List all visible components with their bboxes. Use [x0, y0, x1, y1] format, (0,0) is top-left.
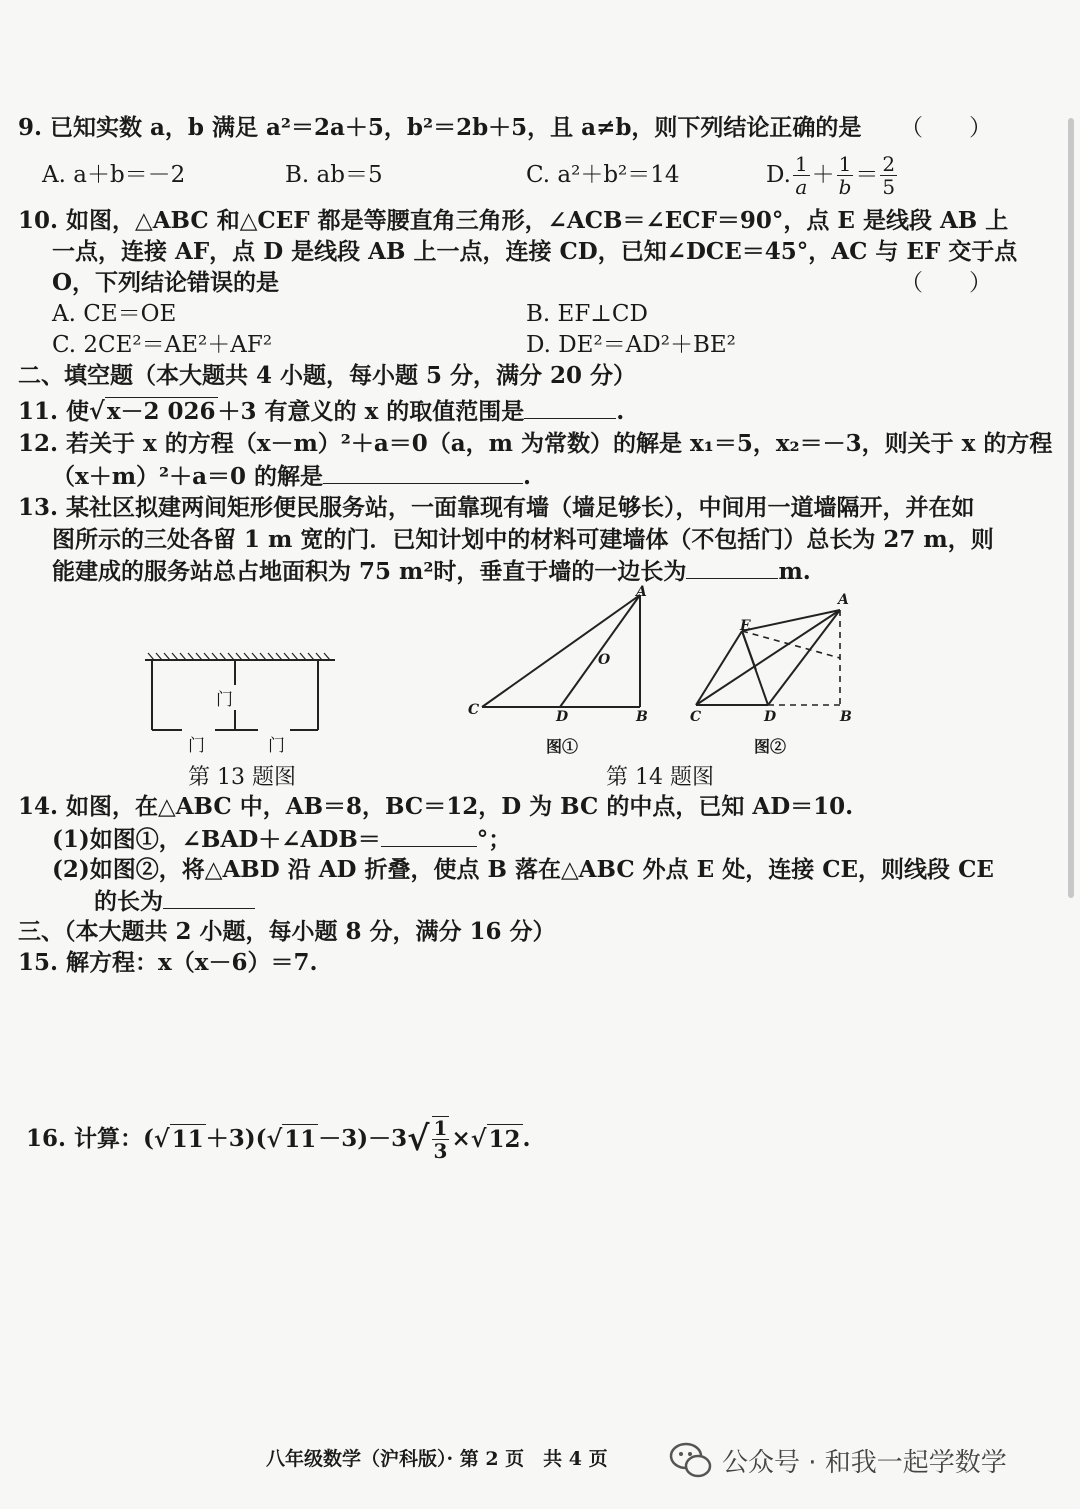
figure-13-diagram — [140, 650, 360, 760]
q10-option-c: C. 2CE²＝AE²＋AF² — [52, 332, 273, 358]
q11: 11. 使√x－2 026＋3 有意义的 x 的取值范围是 . — [18, 396, 625, 425]
q10-line3: O，下列结论错误的是 — [52, 269, 280, 296]
figure-14-2-caption: 图② — [754, 737, 787, 756]
q10-line1: 10. 如图，△ABC 和△CEF 都是等腰直角三角形，∠ACB＝∠ECF＝90°，点 E 是线段 AB 上 — [18, 207, 1009, 234]
label-D-2: D — [764, 709, 777, 725]
page-footer: 八年级数学（沪科版）· 第 2 页 共 4 页 — [266, 1448, 608, 1470]
answer-blank[interactable] — [163, 886, 255, 909]
q9-option-b: B. ab＝5 — [285, 162, 383, 188]
q14-line4: 的长为 — [94, 886, 255, 917]
scrollbar[interactable] — [1068, 118, 1074, 898]
figure-14-1-diagram — [470, 585, 660, 720]
figure-14-1-caption: 图① — [546, 737, 579, 756]
watermark-text: 公众号 · 和我一起学数学 — [722, 1448, 1007, 1478]
answer-blank[interactable] — [686, 556, 778, 579]
label-B-2: B — [840, 709, 852, 725]
q9-option-c: C. a²＋b²＝14 — [526, 162, 680, 188]
fraction: $\frac{1}{b}$ — [838, 151, 852, 199]
answer-blank[interactable] — [381, 824, 477, 847]
figure-13-caption: 第 13 题图 — [188, 765, 296, 790]
fig13-door-middle: 门 — [216, 690, 233, 710]
fraction: $\frac{1}{a}$ — [794, 151, 808, 199]
fig13-door-left: 门 — [188, 736, 205, 756]
q10-option-a: A. CE＝OE — [52, 301, 177, 327]
label-C-2: C — [690, 709, 702, 725]
q10-line2: 一点，连接 AF，点 D 是线段 AB 上一点，连接 CD，已知∠DCE＝45°，AC 与 EF 交于点 — [52, 238, 1018, 265]
label-O: O — [598, 652, 611, 668]
q13-line1: 13. 某社区拟建两间矩形便民服务站，一面靠现有墙（墙足够长），中间用一道墙隔开，并在如 — [18, 494, 975, 521]
q15: 15. 解方程：x（x－6）＝7. — [18, 949, 318, 976]
wechat-icon — [668, 1440, 714, 1480]
q9-option-a: A. a＋b＝－2 — [42, 162, 186, 188]
q10-paren: （ ） — [900, 270, 992, 296]
q13-line3: 能建成的服务站总占地面积为 75 m²时，垂直于墙的一边长为 m. — [52, 558, 811, 585]
q16: 16. 计算：( √ 11 ＋3)( √ 11 －3)－3 √ $\frac{1}{3}$ × √ 12 . — [26, 1116, 531, 1163]
label-E: E — [740, 618, 751, 634]
fig13-door-right: 门 — [268, 736, 285, 756]
q14-line2: (1)如图①，∠BAD＋∠ADB＝ °； — [52, 826, 512, 853]
answer-blank[interactable] — [323, 461, 523, 484]
section-3-heading: 三、（本大题共 2 小题，每小题 8 分，满分 16 分） — [18, 918, 556, 945]
q13-line2: 图所示的三处各留 1 m 宽的门．已知计划中的材料可建墙体（不包括门）总长为 27 m，则 — [52, 526, 994, 553]
answer-blank[interactable] — [524, 396, 616, 419]
label-B: B — [636, 709, 648, 725]
q9-paren: （ ） — [900, 115, 992, 141]
section-2-heading: 二、填空题（本大题共 4 小题，每小题 5 分，满分 20 分） — [18, 362, 637, 389]
q9-option-d: D. $\frac{1}{a}$ ＋ $\frac{1}{b}$ ＝ $\frac{2}{5}$ — [766, 151, 896, 199]
fraction: $\frac{2}{5}$ — [882, 151, 896, 199]
label-D: D — [556, 709, 569, 725]
q12-line1: 12. 若关于 x 的方程（x－m）²＋a＝0（a，m 为常数）的解是 x₁＝5，x₂＝－3，则关于 x 的方程 — [18, 430, 1053, 457]
figure-14-2-diagram — [690, 598, 860, 713]
label-C: C — [468, 702, 480, 718]
label-A: A — [636, 584, 647, 600]
q14-line3: (2)如图②，将△ABD 沿 AD 折叠，使点 B 落在△ABC 外点 E 处，连接 CE，则线段 CE — [52, 856, 994, 883]
q9-stem: 9. 已知实数 a，b 满足 a²＝2a＋5，b²＝2b＋5，且 a≠b，则下列结论正确的是 — [18, 114, 862, 141]
q10-option-d: D. DE²＝AD²＋BE² — [526, 332, 736, 358]
q14-line1: 14. 如图，在△ABC 中，AB＝8，BC＝12，D 为 BC 的中点，已知 AD＝10. — [18, 793, 854, 820]
label-A-2: A — [838, 592, 849, 608]
fraction: $\frac{1}{3}$ — [433, 1116, 448, 1163]
figure-14-caption: 第 14 题图 — [606, 765, 714, 790]
q12-line2: （x＋m）²＋a＝0 的解是 . — [52, 463, 532, 490]
q10-option-b: B. EF⊥CD — [526, 301, 648, 327]
